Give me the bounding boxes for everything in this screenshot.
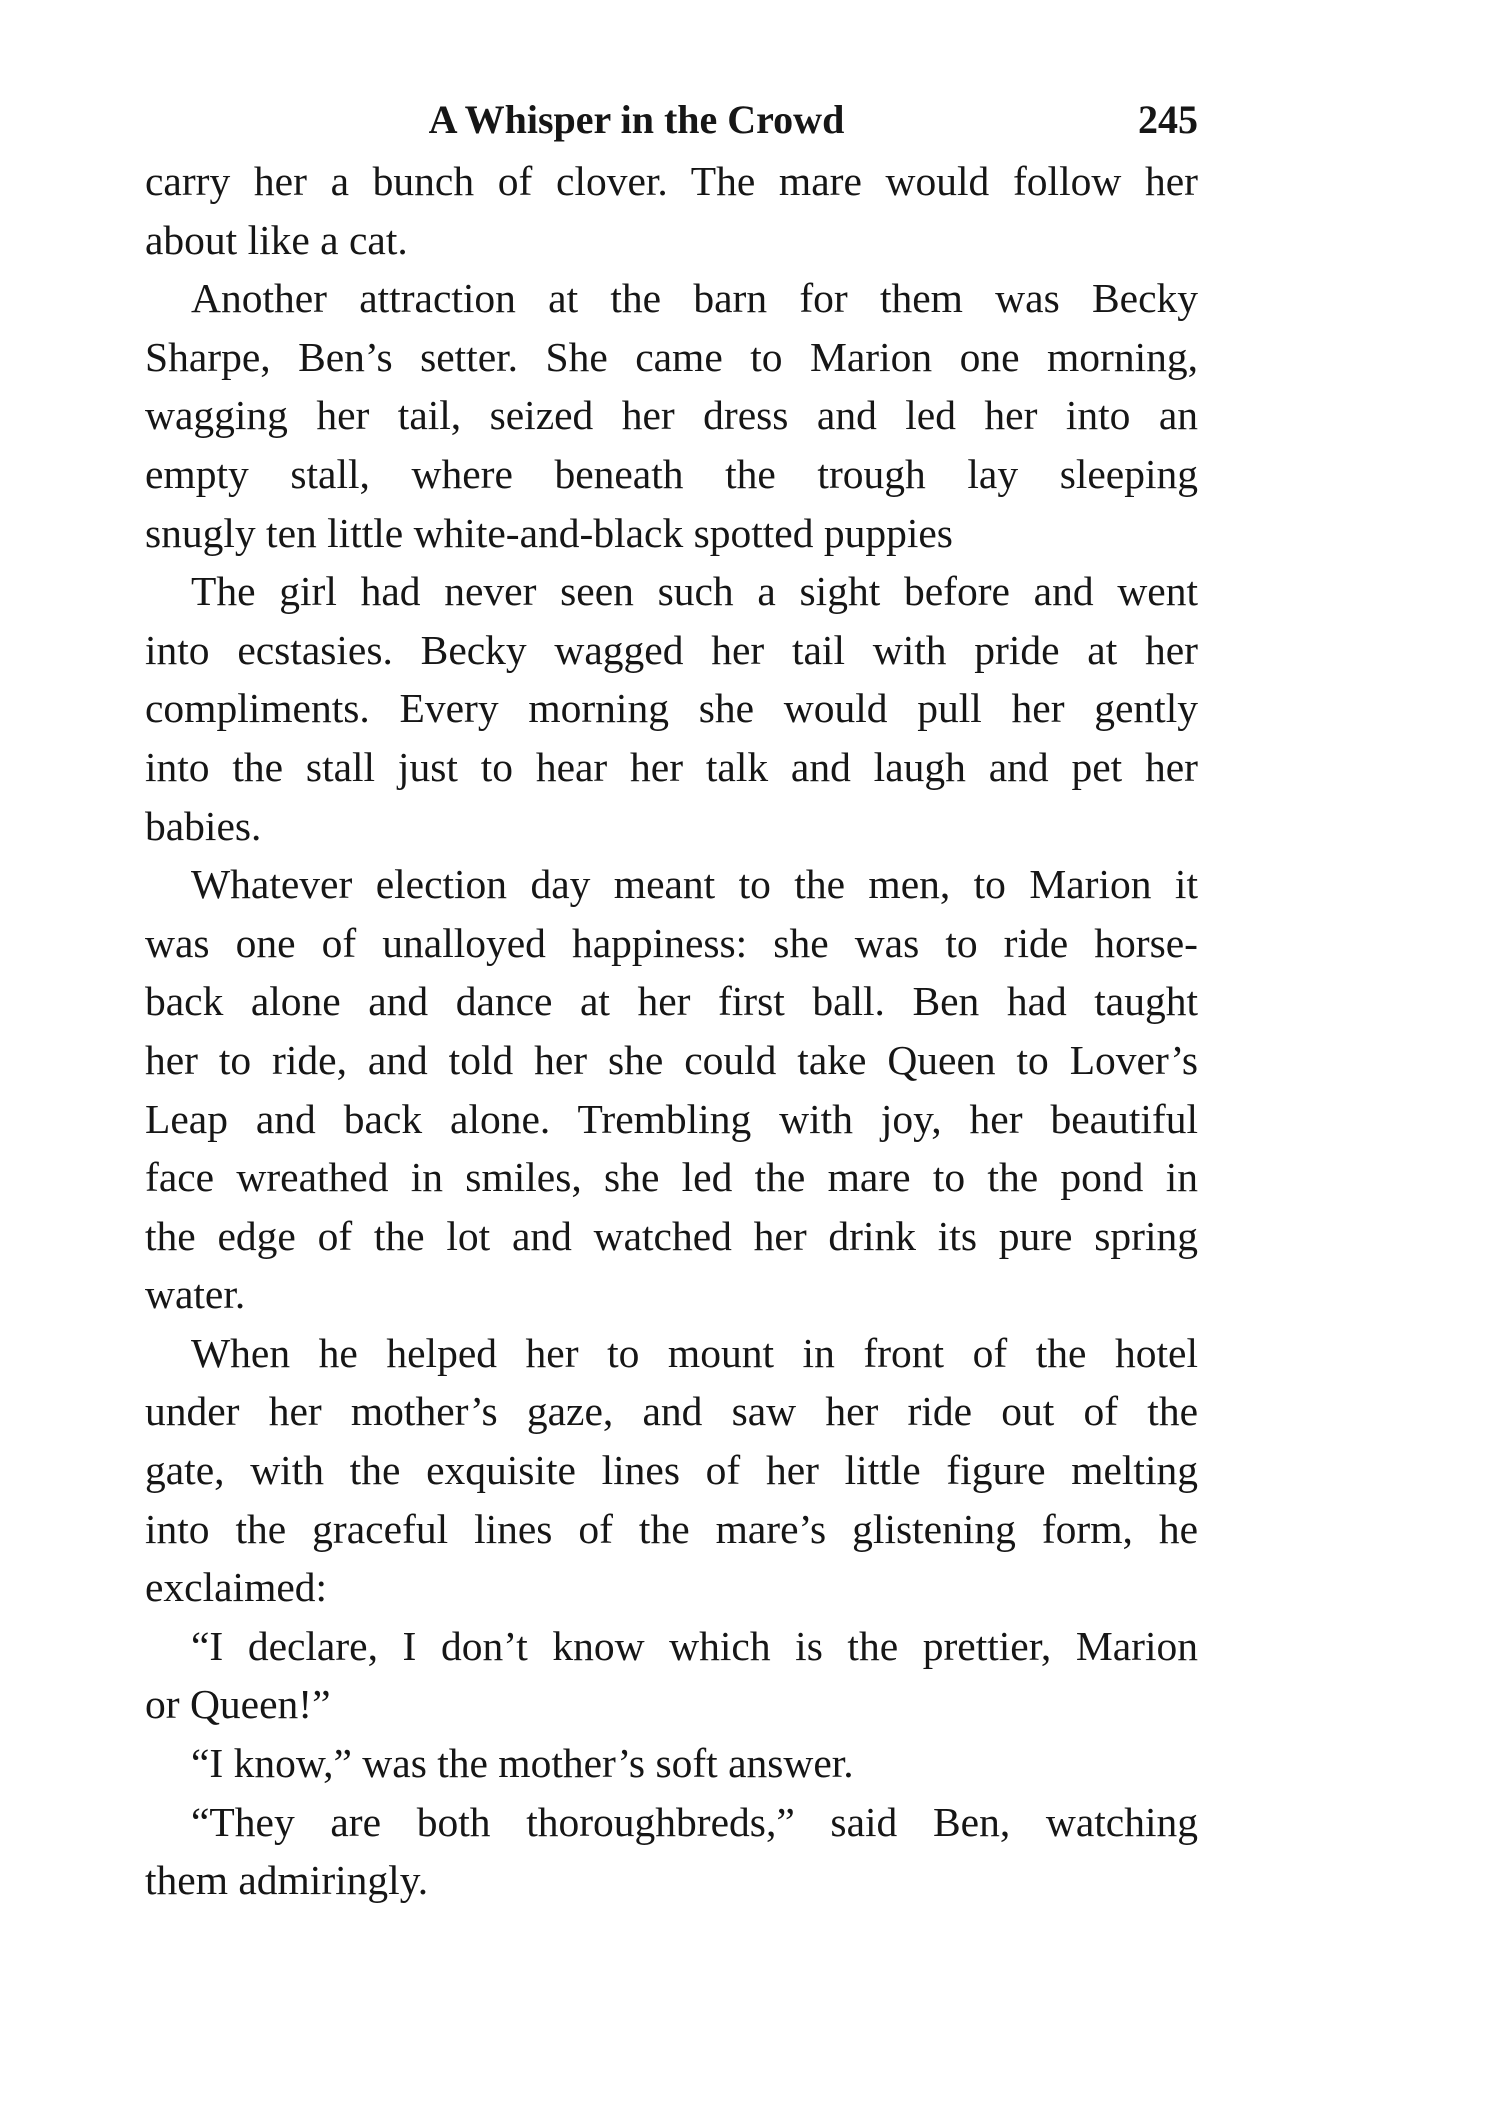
text-line: back alone and dance at her first ball. Ben had taught [145, 978, 1198, 1025]
text-line: under her mother’s gaze, and saw her ride out of the [145, 1388, 1198, 1435]
body-text [145, 152, 1198, 1910]
running-head [145, 90, 1198, 150]
text-line: “I declare, I don’t know which is the prettier, Marion [191, 1622, 1198, 1669]
book-page [145, 90, 1198, 1910]
text-line: wagging her tail, seized her dress and led her into an [145, 392, 1198, 439]
text-line: The girl had never seen such a sight before and went [191, 568, 1198, 615]
text-line: snugly ten little white-and-black spotted puppies [145, 509, 953, 556]
text-line: about like a cat. [145, 216, 408, 263]
text-line: them admiringly. [145, 1857, 429, 1904]
page-number: 245 [1138, 97, 1198, 142]
text-line: into the graceful lines of the mare’s glistening form, he [145, 1505, 1198, 1552]
text-line: or Queen!” [145, 1681, 331, 1728]
text-line: When he helped her to mount in front of the hotel [191, 1329, 1198, 1376]
text-line: water. [145, 1271, 246, 1318]
text-line: face wreathed in smiles, she led the mare to the pond in [145, 1154, 1198, 1201]
text-line: babies. [145, 802, 262, 849]
text-line: carry her a bunch of clover. The mare would follow her [145, 158, 1198, 204]
running-title: A Whisper in the Crowd [428, 97, 845, 142]
text-line: empty stall, where beneath the trough lay sleeping [145, 450, 1198, 497]
text-line: “They are both thoroughbreds,” said Ben, watching [191, 1798, 1198, 1845]
text-line: the edge of the lot and watched her drink its pure spring [145, 1212, 1198, 1259]
text-line: into ecstasies. Becky wagged her tail with pride at her [145, 626, 1198, 673]
text-line: gate, with the exquisite lines of her little figure melting [145, 1447, 1198, 1494]
text-line: Leap and back alone. Trembling with joy, her beautiful [145, 1095, 1198, 1142]
text-line: Another attraction at the barn for them was Becky [191, 275, 1198, 322]
text-line: Whatever election day meant to the men, to Marion it [191, 861, 1198, 908]
text-line: compliments. Every morning she would pull her gently [145, 685, 1198, 732]
text-line: Sharpe, Ben’s setter. She came to Marion one morning, [145, 333, 1198, 380]
text-line: was one of unalloyed happiness: she was to ride horse- [145, 919, 1198, 966]
text-line: exclaimed: [145, 1564, 328, 1611]
text-line: “I know,” was the mother’s soft answer. [191, 1740, 854, 1787]
text-line: into the stall just to hear her talk and laugh and pet her [145, 743, 1198, 790]
text-line: her to ride, and told her she could take Queen to Lover’s [145, 1036, 1198, 1083]
